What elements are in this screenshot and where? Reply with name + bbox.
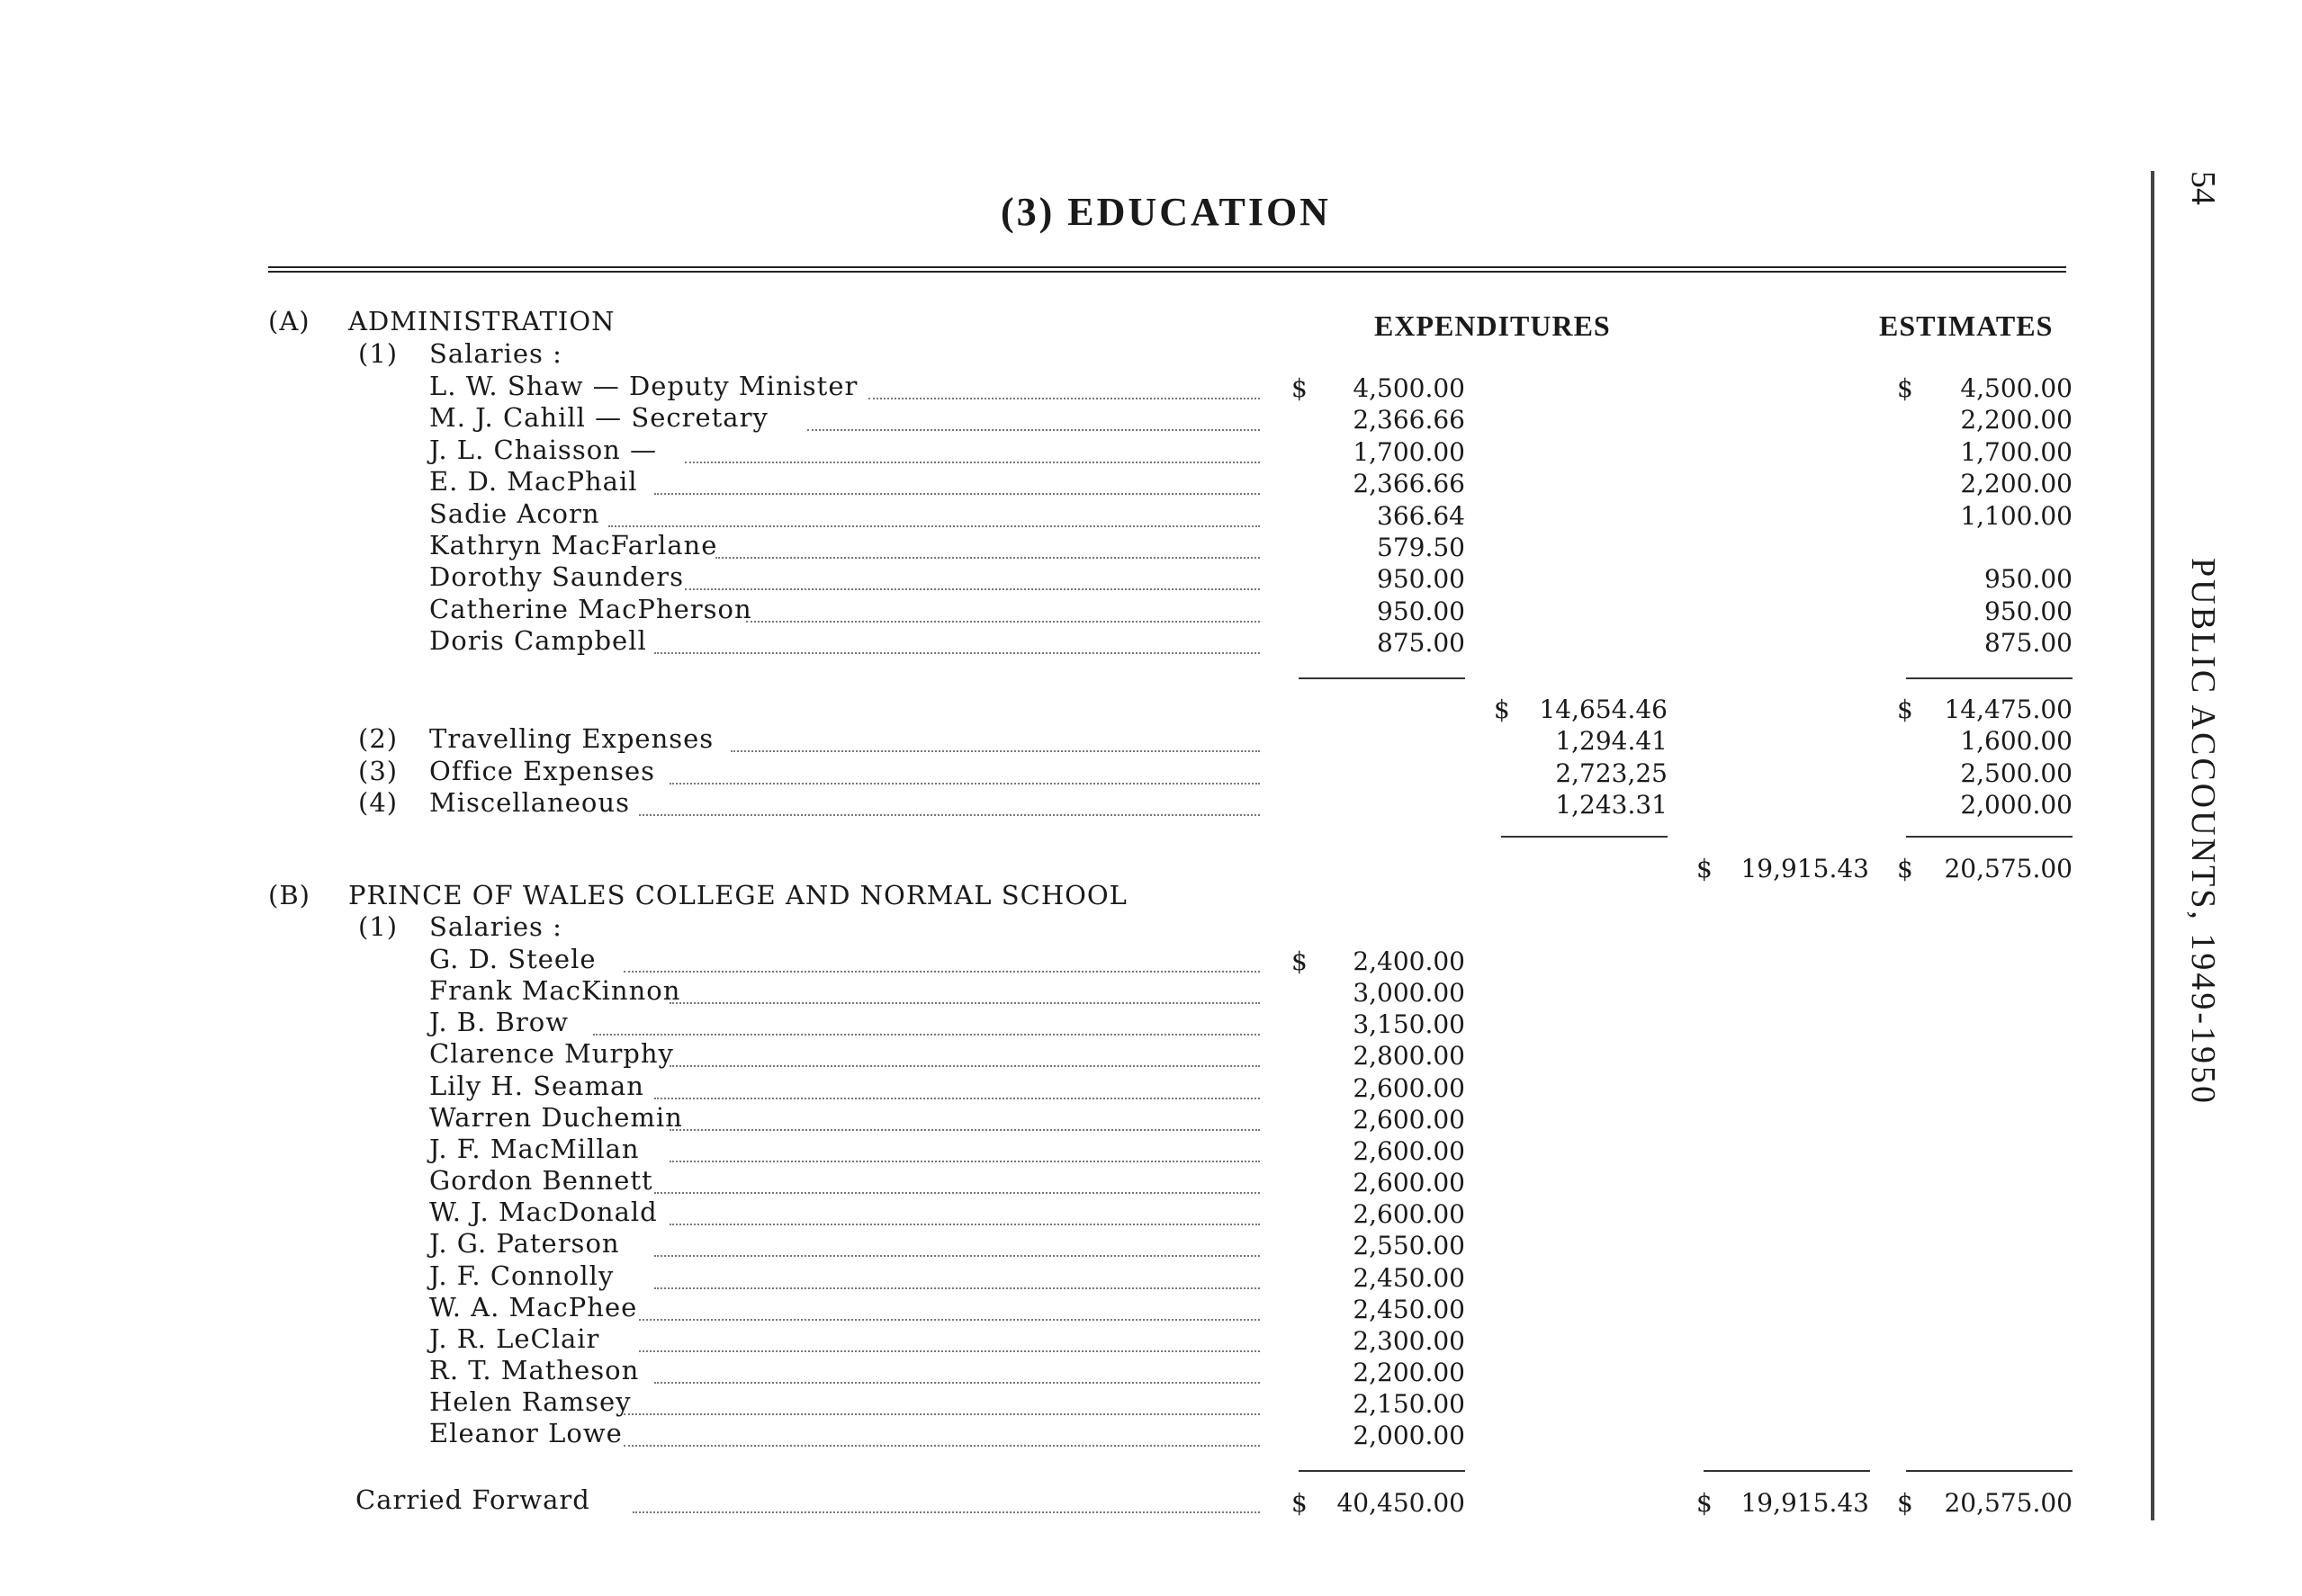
leader-dots [639,1319,1260,1321]
salary-expenditure: 3,000.00 [1353,978,1465,1008]
dollar-sign: $ [1291,373,1308,403]
salary-name: W. A. MacPhee [429,1292,638,1323]
leader-dots [654,1382,1260,1384]
leader-dots [670,1065,1260,1067]
salary-expenditure: 366.64 [1377,501,1465,531]
salaries-subtotal-expenditure: 14,654.46 [1539,695,1668,724]
salary-expenditure: 2,150.00 [1353,1389,1465,1419]
cf-est-rule [1906,1470,2073,1472]
salary-expenditure: 3,150.00 [1353,1009,1465,1039]
section-b-salaries-label: Salaries : [429,911,562,942]
leader-dots [715,557,1260,559]
dollar-sign: $ [1494,695,1510,724]
salary-name: Helen Ramsey [429,1386,632,1417]
salary-expenditure: 2,400.00 [1353,946,1465,976]
salary-name: W. J. MacDonald [429,1197,658,1227]
item-expenditure: 2,723,25 [1555,758,1668,788]
leader-dots [633,1511,1260,1513]
salary-expenditure: 2,200.00 [1353,1358,1465,1387]
leader-dots [639,1350,1260,1352]
salary-expenditure: 2,600.00 [1353,1105,1465,1134]
leader-dots [670,1129,1260,1131]
salary-estimate: 950.00 [1984,564,2073,594]
salary-name: Dorothy Saunders [429,561,684,592]
dollar-sign: $ [1897,1488,1913,1518]
item-name: Office Expenses [429,756,655,786]
salary-expenditure: 2,600.00 [1353,1136,1465,1166]
leader-dots [654,652,1260,654]
expenditures-header: EXPENDITURES [1374,309,1611,342]
salary-estimate: 4,500.00 [1960,373,2073,403]
leader-dots [670,1002,1260,1004]
item-name: Travelling Expenses [429,723,715,754]
salary-name: M. J. Cahill — Secretary [429,402,769,433]
page-edge-line [2151,171,2154,1520]
salary-name: Kathryn MacFarlane [429,530,718,560]
cf-total-rule [1704,1470,1870,1472]
section-a-title: ADMINISTRATION [348,306,616,336]
dollar-sign: $ [1291,1488,1308,1518]
leader-dots [654,1255,1260,1257]
salary-name: Gordon Bennett [429,1165,653,1196]
leader-dots [639,814,1260,816]
salary-estimate: 2,200.00 [1960,405,2073,435]
section-a-salaries-number: (1) [358,338,399,369]
leader-dots [746,621,1260,623]
salary-estimate: 1,700.00 [1960,437,2073,467]
salaries-subtotal-estimate: 14,475.00 [1944,695,2073,724]
leader-dots [670,1161,1260,1162]
leader-dots [593,1034,1260,1036]
salary-expenditure: 2,800.00 [1353,1041,1465,1071]
salary-estimate: 875.00 [1984,628,2073,658]
leader-dots [654,1098,1260,1099]
item-estimate: 1,600.00 [1960,726,2073,756]
salary-expenditure: 2,600.00 [1353,1168,1465,1197]
leader-dots [654,493,1260,495]
running-head: PUBLIC ACCOUNTS, 1949-1950 [2184,558,2222,1106]
salary-name: J. F. Connolly [429,1260,615,1291]
salary-estimate: 2,200.00 [1960,469,2073,498]
salary-expenditure: 2,300.00 [1353,1326,1465,1356]
item-number: (4) [358,787,399,818]
salary-expenditure: 950.00 [1377,596,1465,626]
section-a-total-expenditure: 19,915.43 [1740,854,1869,883]
leader-dots [608,525,1260,527]
exp-subtotal-rule [1299,677,1465,679]
leader-dots [670,1224,1260,1225]
salary-expenditure: 875.00 [1377,628,1465,658]
dollar-sign: $ [1696,854,1713,883]
salary-expenditure: 579.50 [1377,533,1465,562]
salary-name: J. B. Brow [429,1007,570,1037]
section-a-total-estimate: 20,575.00 [1944,854,2073,883]
leader-dots [685,462,1260,463]
page-title: (3) EDUCATION [1001,190,1331,234]
salary-name: E. D. MacPhail [429,466,638,497]
item-expenditure: 1,294.41 [1555,726,1668,756]
salary-expenditure: 2,600.00 [1353,1199,1465,1229]
salary-expenditure: 950.00 [1377,564,1465,594]
leader-dots [807,429,1260,431]
estimates-header: ESTIMATES [1879,309,2054,342]
salary-estimate: 950.00 [1984,596,2073,626]
salary-name: J. G. Paterson [429,1228,620,1259]
salary-expenditure: 2,450.00 [1353,1263,1465,1293]
salary-expenditure: 1,700.00 [1353,437,1465,467]
salary-name: J. L. Chaisson — [429,435,658,465]
salary-expenditure: 2,600.00 [1353,1073,1465,1103]
cf-exp-rule [1299,1470,1465,1472]
carried-forward-total: 19,915.43 [1740,1488,1869,1518]
salary-name: Eleanor Lowe [429,1418,623,1448]
dollar-sign: $ [1897,695,1913,724]
leader-dots [624,1413,1260,1415]
item-name: Miscellaneous [429,787,630,818]
dollar-sign: $ [1897,373,1913,403]
est-subtotal-rule [1906,677,2073,679]
salary-name: Clarence Murphy [429,1038,674,1069]
section-b-letter: (B) [268,880,310,910]
salary-name: Catherine MacPherson [429,594,752,624]
item-number: (2) [358,723,399,754]
carried-forward-estimate: 20,575.00 [1944,1488,2073,1518]
carried-forward-salaries: 40,450.00 [1336,1488,1465,1518]
salary-estimate: 1,100.00 [1960,501,2073,531]
salary-name: Frank MacKinnon [429,975,681,1006]
salary-name: G. D. Steele [429,944,597,974]
salary-name: L. W. Shaw — Deputy Minister [429,371,859,401]
item-number: (3) [358,756,399,786]
salary-name: J. R. LeClair [429,1323,600,1354]
dollar-sign: $ [1291,946,1308,976]
item-estimate: 2,500.00 [1960,758,2073,788]
salary-name: Warren Duchemin [429,1102,683,1133]
salary-expenditure: 4,500.00 [1353,373,1465,403]
section-a-exp-rule [1501,836,1668,838]
leader-dots [654,1192,1260,1194]
section-b-title: PRINCE OF WALES COLLEGE AND NORMAL SCHOOL [348,880,1128,910]
carried-forward-label: Carried Forward [355,1484,590,1515]
section-a-letter: (A) [268,306,310,336]
dollar-sign: $ [1897,854,1913,883]
section-a-salaries-label: Salaries : [429,338,562,369]
title-rule [268,266,2066,273]
leader-dots [731,750,1260,752]
leader-dots [624,1445,1260,1447]
leader-dots [868,398,1260,399]
salary-expenditure: 2,366.66 [1353,405,1465,435]
leader-dots [654,1287,1260,1289]
salary-name: Sadie Acorn [429,498,600,529]
salary-name: Doris Campbell [429,625,647,656]
leader-dots [670,783,1260,785]
dollar-sign: $ [1696,1488,1713,1518]
salary-expenditure: 2,450.00 [1353,1295,1465,1324]
leader-dots [624,971,1260,973]
salary-name: J. F. MacMillan [429,1134,640,1164]
leader-dots [685,588,1260,590]
salary-expenditure: 2,366.66 [1353,469,1465,498]
salary-expenditure: 2,550.00 [1353,1231,1465,1260]
salary-expenditure: 2,000.00 [1353,1421,1465,1450]
item-estimate: 2,000.00 [1960,790,2073,820]
salary-name: R. T. Matheson [429,1355,640,1385]
item-expenditure: 1,243.31 [1555,790,1668,820]
section-a-est-rule [1906,836,2073,838]
salary-name: Lily H. Seaman [429,1071,644,1101]
page-number: 54 [2184,171,2222,205]
section-b-salaries-number: (1) [358,911,399,942]
